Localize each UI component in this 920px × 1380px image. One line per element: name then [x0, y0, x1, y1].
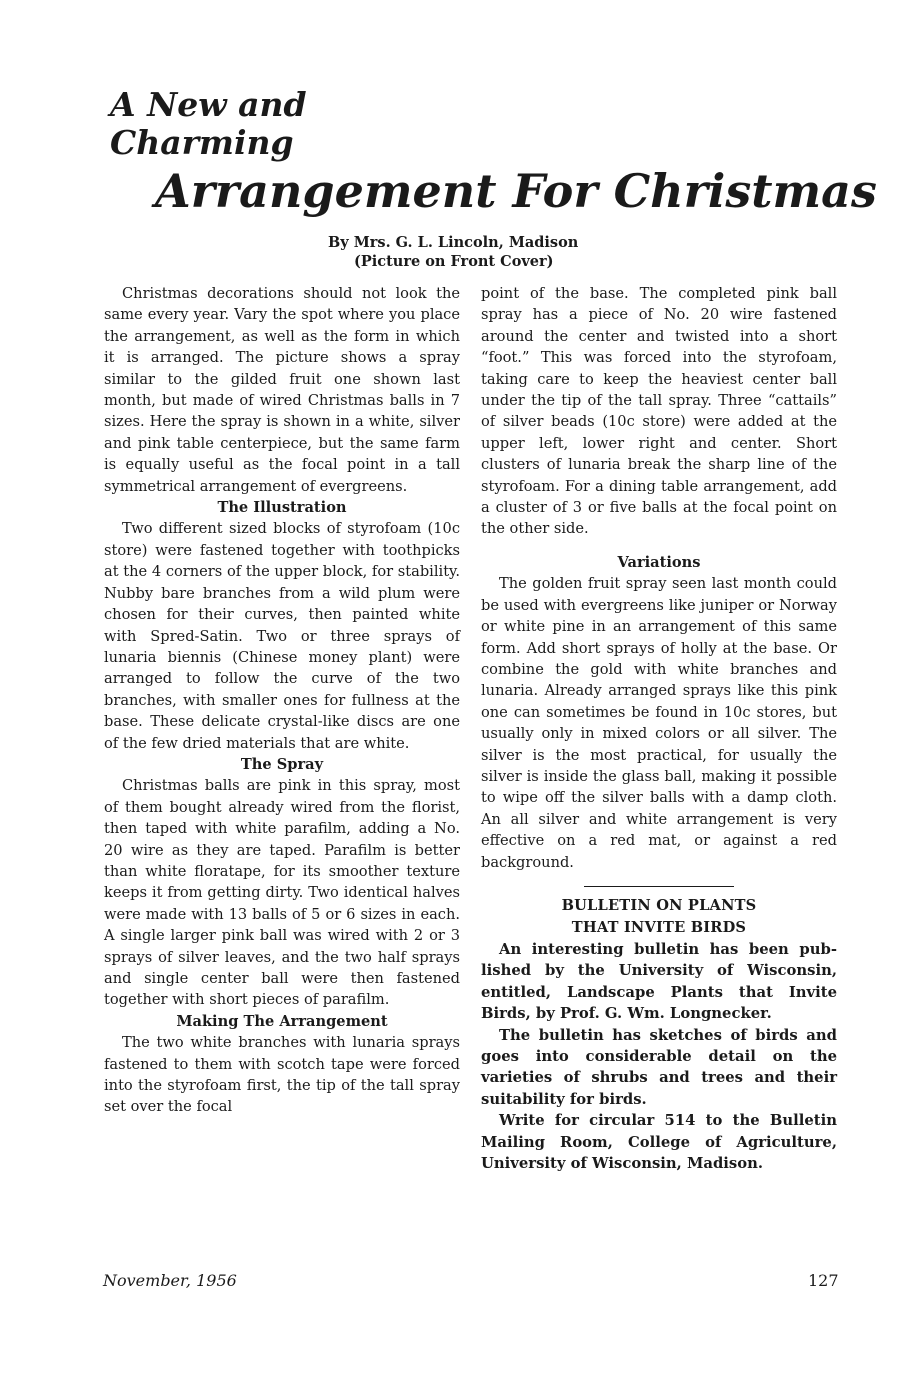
article-kicker: [110, 86, 307, 162]
picture-note: (Picture on Front Cover): [354, 253, 554, 270]
article-headline: Arrangement For Christmas: [155, 164, 877, 218]
kicker-line-2: Charming: [110, 123, 294, 162]
paragraph: The two white branches with lunaria sprays fastened to them with scotch tape were forced into the styrofoam first, the tip of the tall spray set over the focal: [104, 1034, 460, 1116]
paragraph: Two different sized blocks of styrofoam (10c store) were fastened together with toothpicks at the 4 corners of the upper block, for stability. Nubby bare branches from a wild plum were chosen for their curves, then painted white with Spred-Satin. Two or three sprays of lunaria biennis (Chinese money plant) were arranged to follow the curve of the two branches, with smaller ones for fullness at the base. These delicate crystal-like discs are one of the few dried materials that are white.: [104, 520, 460, 752]
section-heading-variations: Variations: [617, 553, 701, 571]
page-number: 127: [808, 1271, 839, 1290]
author-byline: By Mrs. G. L. Lincoln, Madison: [328, 234, 579, 251]
section-heading-making: Making The Arrangement: [176, 1012, 388, 1030]
bulletin-paragraph: Write for circular 514 to the Bulletin Mailing Room, College of Agriculture, University of Wisconsin, Madison.: [481, 1112, 837, 1173]
issue-date: November, 1956: [103, 1271, 237, 1290]
bulletin-heading-line-1: BULLETIN ON PLANTS: [561, 896, 757, 914]
left-column: [104, 283, 460, 1118]
bulletin-paragraph: The bulletin has sketches of birds and goes into considerable detail on the varieties of shrubs and trees and their suitability for birds.: [481, 1026, 837, 1108]
right-column: [481, 283, 837, 1174]
bulletin-heading: [481, 895, 837, 939]
section-heading-illustration: The Illustration: [217, 499, 347, 517]
byline-block: [328, 233, 658, 271]
section-divider: [584, 886, 734, 887]
bulletin-heading-line-2: THAT INVITE BIRDS: [571, 918, 747, 936]
kicker-line-1: A New and: [110, 85, 307, 124]
bulletin-paragraph: An interesting bulletin has been published by the University of Wisconsin, entitled, Landscape Plants that Invite Birds, by Prof. G. Wm. Longnecker.: [481, 940, 837, 1023]
paragraph: Christmas decorations should not look the same every year. Vary the spot where you place the arrangement, as well as the form in which it is arranged. The picture shows a spray similar to the gilded fruit one shown last month, but made of wired Christmas balls in 7 sizes. Here the spray is shown in a white, silver and pink table centerpiece, but the same farm is equally useful as the focal point in a tall symmetrical arrangement of evergreens.: [104, 285, 460, 495]
paragraph: The golden fruit spray seen last month could be used with evergreens like juniper or Norway or white pine in an arrangement of this same form. Add short sprays of holly at the base. Or combine the gold with white branches and lunaria. Already arranged sprays like this pink one can sometimes be found in 10c stores, but usually only in mixed colors or all silver. The silver is the most practical, for usually the silver is inside the glass ball, making it possible to wipe off the silver balls with a damp cloth. An all silver and white arrangement is very effective on a red mat, or against a red background.: [481, 575, 837, 871]
paragraph: Christmas balls are pink in this spray, most of them bought already wired from the florist, then taped with white parafilm, adding a No. 20 wire as they are taped. Parafilm is better than white floratape, for its smoother texture keeps it from getting dirty. Two identical halves were made with 13 balls of 5 or 6 sizes in each. A single larger pink ball was wired with 2 or 3 sprays of silver leaves, and the two half sprays and single center ball were then fastened together with short pieces of parafilm.: [104, 777, 460, 1009]
section-heading-spray: The Spray: [240, 755, 324, 773]
paragraph: point of the base. The completed pink ball spray has a piece of No. 20 wire fastened around the center and twisted into a short “foot.” This was forced into the styrofoam, taking care to keep the heaviest center ball under the tip of the tall spray. Three “cattails” of silver beads (10c store) were added at the upper left, lower right and center. Short clusters of lunaria break the sharp line of the styrofoam. For a dining table arrangement, add a cluster of 3 or five balls at the focal point on the other side.: [481, 285, 837, 538]
